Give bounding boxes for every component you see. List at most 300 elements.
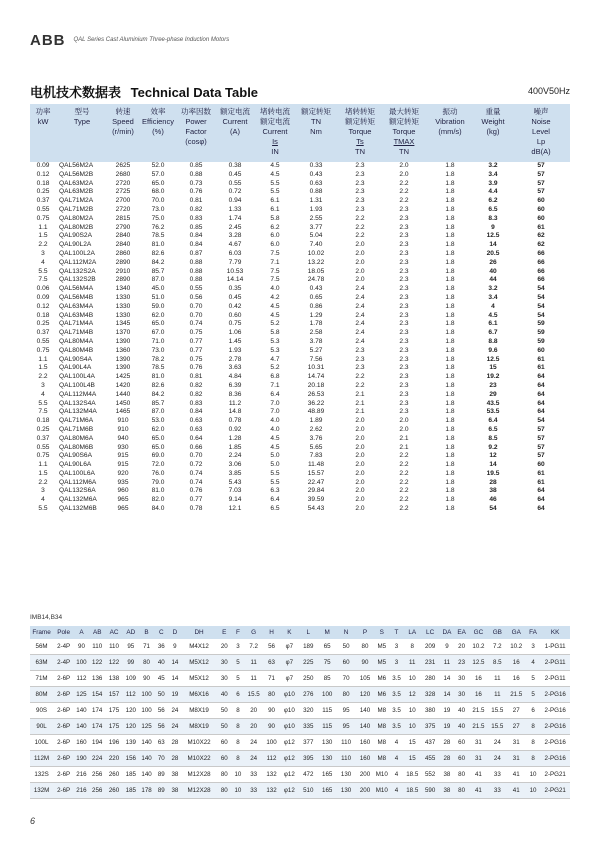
table-cell: 0.92 [228,425,242,433]
table-cell: 2.2 [355,223,365,231]
table-cell: 0.87 [189,249,203,257]
dim-cell: 156 [122,751,139,767]
dim-cell: φ7 [280,655,299,671]
table-cell: 76.2 [151,223,165,231]
dim-cell: 11 [244,671,263,687]
table-cell: 2.3 [355,355,365,363]
table-cell: QAL132M4A [59,408,97,416]
table-cell: 0.84 [189,232,203,240]
table-cell: 9.2 [488,443,498,451]
table-cell: 1330 [115,293,131,301]
dim-cell: M5 [374,655,389,671]
table-cell: 1425 [115,373,131,381]
table-cell: 1.8 [445,205,455,213]
table-row [30,250,570,259]
dim-row [30,639,570,655]
table-cell: 2.2 [355,381,365,389]
table-row [30,171,570,180]
dim-cell: 2-4P [53,639,74,655]
dim-row [30,719,570,735]
table-cell: 1.8 [445,285,455,293]
table-cell: QAL80M4B [59,346,94,354]
dim-cell: 10 [404,719,421,735]
table-cell: 1.8 [445,232,455,240]
dim-header-cell: K [280,626,299,639]
dim-cell: 5 [526,671,541,687]
technical-table-header [30,104,570,162]
table-cell: 0.82 [189,381,203,389]
dim-cell: 130 [337,767,356,783]
dim-cell: 28 [440,735,455,751]
dim-cell: 50 [154,687,169,703]
table-cell: 59 [537,337,545,345]
dim-cell: 8 [232,703,245,719]
table-cell: 87.0 [151,408,165,416]
dim-cell: 18.5 [404,767,421,783]
dim-header-cell: GA [507,626,526,639]
table-cell: 5.5 [270,188,280,196]
dim-cell: 90 [356,655,375,671]
header-en: Power [185,117,207,126]
table-cell: QAL80M4A [59,337,94,345]
table-cell: 53.5 [486,408,500,416]
table-cell: 1340 [115,285,131,293]
table-cell: 66 [537,249,545,257]
dim-cell: 3.5 [389,719,404,735]
table-cell: 3 [41,487,45,495]
table-cell: 915 [117,461,129,469]
table-cell: 57 [537,425,545,433]
table-cell: 1.8 [445,399,455,407]
table-cell: 1.8 [445,258,455,266]
dim-cell: 260 [106,767,123,783]
dim-cell: 2-PG11 [540,671,570,687]
dim-cell: 165 [318,767,337,783]
dim-cell: 56 [154,703,169,719]
table-cell: 1330 [115,302,131,310]
table-cell: 7.5 [270,276,280,284]
table-cell: 2.2 [399,461,409,469]
table-cell: 65.0 [151,320,165,328]
table-cell: 0.88 [189,258,203,266]
table-cell: 0.42 [228,302,242,310]
table-cell: 61 [537,478,545,486]
table-cell: 2.3 [399,249,409,257]
dimension-table-header [30,626,570,639]
dim-cell: 2-PG16 [540,687,570,703]
dim-cell: 71 [263,671,280,687]
page-title [30,82,258,101]
table-cell: QAL90L6A [59,461,92,469]
table-cell: 2.3 [399,355,409,363]
table-cell: QAL112M2A [59,258,97,266]
table-cell: 7.40 [309,241,323,249]
header-cn-denominator: 额定转矩 [345,117,375,126]
dim-cell: 11 [404,655,421,671]
table-cell: 54 [489,505,497,513]
table-cell: 2.3 [399,320,409,328]
table-cell: 13.22 [307,258,325,266]
table-cell: 2680 [115,170,131,178]
dim-cell: 2-PG21 [540,767,570,783]
page-number: 6 [30,816,36,826]
table-cell: 2.4 [355,293,365,301]
table-cell: 3 [41,381,45,389]
table-cell: QAL63M4B [59,311,94,319]
dim-cell: M6 [374,671,389,687]
dim-cell: 112M [30,751,53,767]
table-cell: 2.2 [399,496,409,504]
dim-cell: 24 [488,735,507,751]
dim-cell: 132S [30,767,53,783]
dim-cell: 14 [440,671,455,687]
dim-cell: 160 [356,735,375,751]
table-cell: 76.0 [151,469,165,477]
dim-cell: 590 [421,783,440,799]
table-cell: 0.45 [228,293,242,301]
dim-cell: 15.5 [488,703,507,719]
table-cell: 3.2 [488,162,498,169]
dim-cell: 3 [232,639,245,655]
abb-logo: ABB [30,31,66,49]
table-cell: 2.3 [399,223,409,231]
table-row [30,329,570,338]
table-cell: 60 [537,214,545,222]
header-en: TN [311,117,321,126]
table-cell: 2725 [115,188,131,196]
table-cell: 3.63 [228,364,242,372]
dim-cell: 63M [30,655,53,671]
table-cell: 1.74 [228,214,242,222]
table-row [30,356,570,365]
table-cell: 0.56 [189,293,203,301]
table-cell: QAL63M2B [59,188,94,196]
table-cell: 2.3 [399,302,409,310]
table-cell: QAL100L6A [59,469,95,477]
table-cell: 5.2 [270,364,280,372]
table-cell: 2.2 [399,478,409,486]
table-cell: 6.2 [488,197,498,205]
dim-cell: 395 [299,751,318,767]
table-cell: 2.0 [355,469,365,477]
dim-cell: 41 [507,767,526,783]
table-cell: 2.3 [399,390,409,398]
table-cell: 940 [117,434,129,442]
table-cell: 1.8 [445,337,455,345]
table-cell: 0.75 [228,320,242,328]
header-en: Nm [310,127,322,136]
table-cell: 57 [537,170,545,178]
dim-cell: 24 [169,719,182,735]
dim-cell: 38 [440,767,455,783]
dim-cell: 8.5 [488,655,507,671]
dim-cell: 80 [454,767,469,783]
dim-cell: 196 [106,735,123,751]
table-cell: 54.43 [307,505,325,513]
dim-cell: 140 [139,767,154,783]
dim-cell: 80M [30,687,53,703]
table-cell: 0.18 [36,311,50,319]
dim-header-cell: T [389,626,404,639]
table-cell: 14 [489,241,497,249]
table-row [30,215,570,224]
dim-cell: 85 [318,671,337,687]
table-cell: 2.0 [355,505,365,513]
table-cell: 0.77 [189,337,203,345]
table-cell: 0.18 [36,179,50,187]
table-cell: 5.5 [270,469,280,477]
table-cell: 2.4 [355,302,365,310]
dim-cell: 178 [139,783,154,799]
table-cell: 4.4 [488,188,498,196]
dim-cell: 2-6P [53,719,74,735]
table-cell: 36.22 [307,399,325,407]
dim-header-cell: N [337,626,356,639]
table-cell: 6.0 [270,232,280,240]
table-cell: 7.79 [228,258,242,266]
dim-cell: 90 [74,639,89,655]
header-cn-denominator: 额定电流 [260,117,290,126]
table-cell: 5.5 [38,267,48,275]
header-en: Type [73,117,91,126]
dim-cell: 56 [154,719,169,735]
dim-cell: 14 [169,655,182,671]
table-cell: 3.77 [309,223,323,231]
table-cell: 2.2 [355,232,365,240]
header-fraction-top: Is [272,137,278,146]
table-cell: 57 [537,452,545,460]
table-row [30,206,570,215]
table-cell: 1.5 [38,364,48,372]
header-en: Vibration [435,117,465,126]
table-cell: 4 [41,496,45,504]
table-cell: 0.25 [36,320,50,328]
table-cell: QAL90S4A [59,355,92,363]
table-cell: 38 [489,487,497,495]
dim-header-cell: GC [469,626,488,639]
dim-cell: 100 [139,687,154,703]
table-cell: 5.5 [270,179,280,187]
dim-header-cell: A [74,626,89,639]
table-cell: 4 [491,302,495,310]
table-cell: 14.8 [228,408,242,416]
table-cell: 5.04 [309,232,323,240]
table-cell: 60 [537,461,545,469]
header-en: Torque [392,127,416,136]
dim-cell: 19 [440,703,455,719]
table-cell: 0.88 [189,267,203,275]
table-cell: 935 [117,478,129,486]
dim-cell: 160 [74,735,89,751]
dim-cell: 2-PG11 [540,655,570,671]
table-cell: 1345 [115,320,131,328]
header-en: Factor [185,127,207,136]
table-cell: 2.4 [355,329,365,337]
table-cell: 7.5 [270,267,280,275]
table-cell: 2.0 [355,452,365,460]
table-cell: 81.0 [151,241,165,249]
table-cell: 1.8 [445,241,455,249]
table-cell: 4.0 [270,285,280,293]
table-cell: QAL56M2A [59,162,94,169]
page-header [30,30,229,50]
dim-cell: 12.5 [469,655,488,671]
dim-cell: 90 [139,671,154,687]
table-cell: 5.65 [309,443,323,451]
dim-cell: 5 [232,671,245,687]
dim-cell: 100 [74,655,89,671]
table-cell: 4.2 [270,293,280,301]
table-cell: 8.8 [488,337,498,345]
dim-row [30,687,570,703]
dim-cell: 2-PG16 [540,703,570,719]
dim-cell: 70 [337,671,356,687]
header-cn: 额定转矩 [301,107,331,116]
table-cell: 0.77 [189,496,203,504]
table-cell: 0.81 [189,197,203,205]
table-cell: 4.5 [270,170,280,178]
dim-cell: M5 [374,639,389,655]
table-cell: 2.0 [399,425,409,433]
table-cell: 12.5 [486,232,500,240]
table-row [30,452,570,461]
table-cell: 2.2 [399,188,409,196]
dim-cell: M10X22 [181,735,217,751]
table-cell: QAL90L2A [59,241,92,249]
table-cell: 5.3 [270,346,280,354]
table-cell: 965 [117,496,129,504]
dim-cell: 8 [526,751,541,767]
table-cell: 2.2 [355,373,365,381]
table-cell: 0.75 [189,329,203,337]
table-cell: 14.14 [226,276,244,284]
dim-cell: 10.2 [469,639,488,655]
table-cell: 1.85 [228,443,242,451]
table-cell: 2.3 [399,346,409,354]
table-cell: 1.8 [445,355,455,363]
table-cell: 72.0 [151,461,165,469]
dim-cell: 80 [217,767,232,783]
table-cell: 0.76 [189,188,203,196]
dim-cell: 9 [169,639,182,655]
dim-cell: 15.5 [244,687,263,703]
dim-cell: 10 [232,767,245,783]
dim-cell: M8 [374,735,389,751]
dim-cell: 99 [122,655,139,671]
dim-cell: 280 [421,671,440,687]
dim-cell: 125 [74,687,89,703]
header-cell [56,104,108,162]
dim-cell: 90 [263,719,280,735]
table-row [30,303,570,312]
table-cell: 10.31 [307,364,325,372]
dim-cell: 112 [263,751,280,767]
dim-cell: φ10 [280,719,299,735]
dim-cell: 260 [106,783,123,799]
dim-header-cell: P [356,626,375,639]
dim-cell: 250 [299,671,318,687]
table-cell: 1.8 [445,293,455,301]
table-cell: 73.0 [151,205,165,213]
table-cell: QAL90S6A [59,452,92,460]
dim-cell: 8 [526,719,541,735]
dim-cell: 8 [526,735,541,751]
table-cell: 14 [489,461,497,469]
table-cell: 1.28 [228,434,242,442]
table-cell: 22.47 [307,478,325,486]
table-cell: 54 [537,302,545,310]
table-cell: 2.0 [355,496,365,504]
header-cn: 额定电流 [220,107,250,116]
dim-cell: 31 [507,735,526,751]
table-cell: QAL100L4B [59,381,95,389]
header-en: (%) [152,127,164,136]
header-fraction-top: TMAX [393,137,415,146]
table-cell: 0.75 [36,452,50,460]
table-cell: 65.0 [151,443,165,451]
table-cell: 78.5 [151,232,165,240]
table-cell: 1440 [115,390,131,398]
table-cell: 6.3 [270,487,280,495]
table-cell: 2.3 [399,329,409,337]
table-cell: 8.36 [228,390,242,398]
table-cell: 51.0 [151,293,165,301]
table-cell: 1.93 [228,346,242,354]
table-cell: 62.0 [151,425,165,433]
table-cell: 43.5 [486,399,500,407]
table-cell: 57 [537,434,545,442]
dim-cell: 472 [299,767,318,783]
table-cell: 0.70 [189,452,203,460]
dim-cell: 89 [154,767,169,783]
table-cell: 0.55 [36,205,50,213]
table-cell: 59 [537,320,545,328]
header-cell [512,104,570,162]
table-cell: 1.8 [445,302,455,310]
dim-cell: 16 [507,671,526,687]
table-cell: 64 [537,399,545,407]
table-cell: 1.8 [445,197,455,205]
table-cell: QAL132S4A [59,399,96,407]
table-cell: 5.0 [270,452,280,460]
table-cell: 81.0 [151,487,165,495]
dim-cell: 31 [469,735,488,751]
dim-cell: 20 [454,639,469,655]
table-cell: 2.0 [355,478,365,486]
dim-cell: 45 [154,671,169,687]
table-row [30,496,570,505]
dim-row [30,751,570,767]
table-row [30,417,570,426]
table-cell: 0.88 [189,276,203,284]
dim-cell: 2-PG16 [540,735,570,751]
dim-cell: 109 [122,671,139,687]
table-cell: 2.3 [355,188,365,196]
dim-cell: 120 [122,703,139,719]
dim-cell: 60 [454,735,469,751]
dim-header-cell: Frame [30,626,53,639]
dim-cell: 10.2 [507,639,526,655]
dim-cell: φ12 [280,735,299,751]
table-cell: 0.84 [189,408,203,416]
dim-cell: 14 [169,671,182,687]
table-cell: 1390 [115,337,131,345]
dim-header-cell: AD [122,626,139,639]
dim-cell: 320 [299,703,318,719]
table-cell: 4.84 [228,373,242,381]
table-cell: 57 [537,162,545,169]
table-cell: 2.1 [355,408,365,416]
